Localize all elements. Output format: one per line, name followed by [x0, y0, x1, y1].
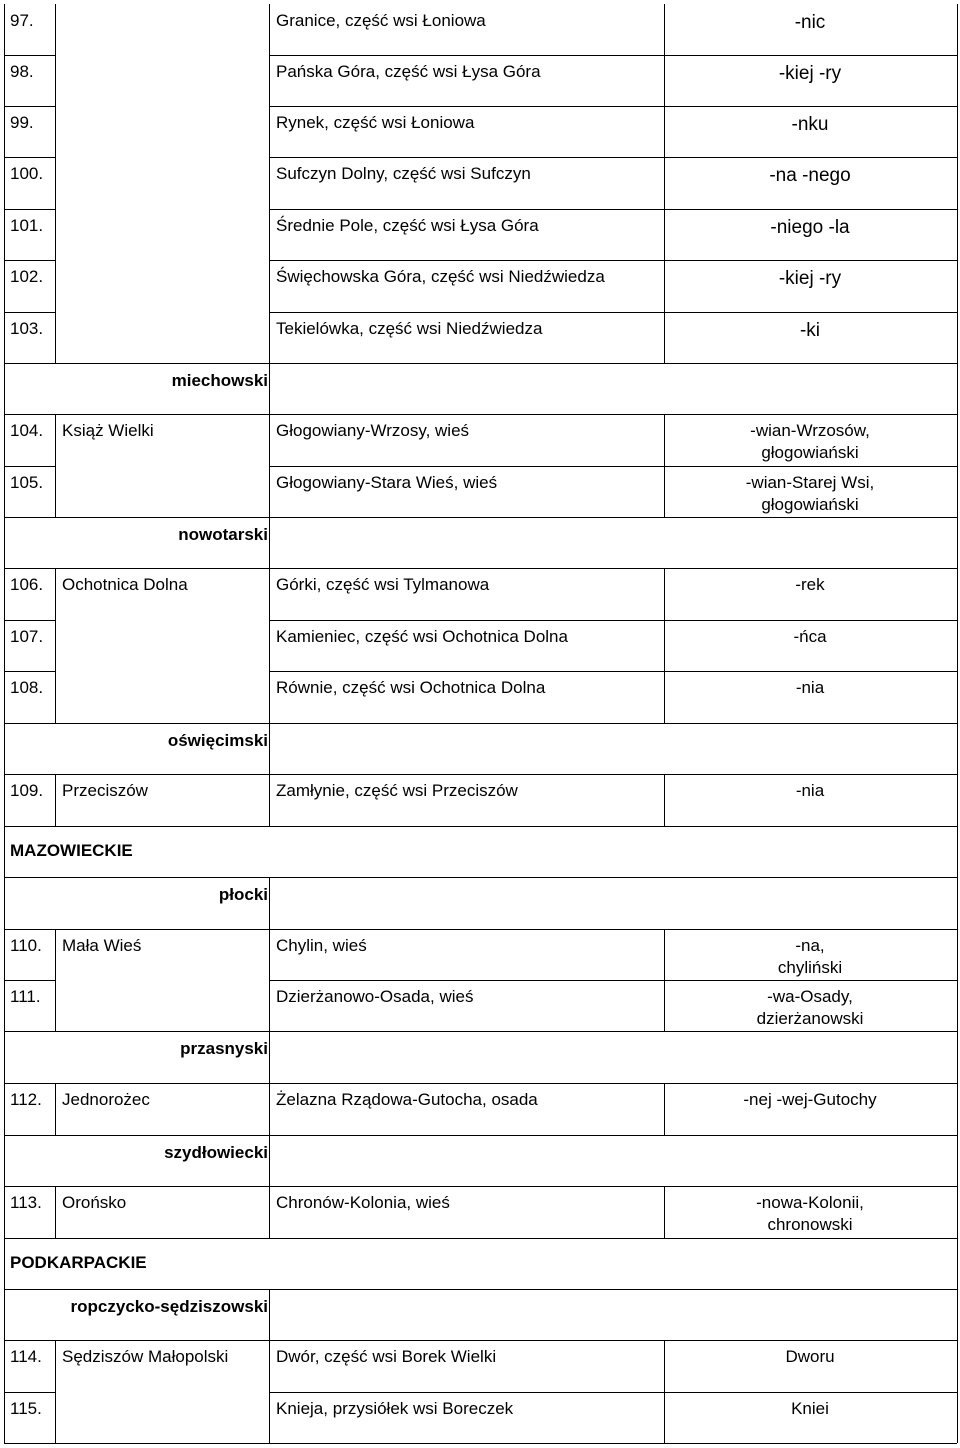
row-rule: [4, 312, 55, 313]
row-rule: [4, 620, 55, 621]
row-rule: [4, 723, 957, 724]
row-rule: [4, 826, 957, 827]
column-rule: [269, 260, 270, 312]
row-rule: [4, 1083, 957, 1084]
row-rule: [4, 877, 957, 878]
column-rule: [55, 1186, 56, 1238]
entry-ending: -rek: [795, 575, 825, 594]
entry-name: Głogowiany-Stara Wieś, wieś: [276, 473, 498, 492]
column-rule: [55, 312, 56, 363]
column-rule: [55, 106, 56, 157]
column-rule: [55, 1340, 56, 1392]
column-rule: [664, 312, 665, 363]
column-rule: [55, 774, 56, 826]
entry-number: 115.: [10, 1399, 42, 1418]
column-rule: [957, 980, 958, 1031]
entry-number: 105.: [10, 473, 44, 492]
column-rule: [957, 363, 958, 414]
column-rule: [4, 568, 5, 620]
column-rule: [4, 312, 5, 363]
column-rule: [4, 1031, 5, 1083]
row-rule: [4, 55, 55, 56]
powiat-header: oświęcimski: [167, 731, 268, 750]
row-rule: [4, 106, 55, 107]
column-rule: [269, 414, 270, 466]
column-rule: [269, 723, 270, 774]
column-rule: [957, 1340, 958, 1392]
column-rule: [4, 1135, 5, 1186]
column-rule: [269, 55, 270, 106]
column-rule: [269, 1392, 270, 1443]
row-rule: [269, 260, 957, 261]
column-rule: [4, 723, 5, 774]
entry-ending: -ki: [799, 320, 821, 341]
powiat-header: płocki: [218, 885, 268, 904]
entry-number: 106.: [10, 575, 44, 594]
column-rule: [4, 363, 5, 414]
column-rule: [4, 260, 5, 312]
entry-gmina: Jednorożec: [62, 1090, 150, 1109]
column-rule: [957, 1031, 958, 1083]
column-rule: [957, 4, 958, 55]
entry-name: Górki, część wsi Tylmanowa: [276, 575, 490, 594]
column-rule: [664, 620, 665, 671]
column-rule: [55, 157, 56, 209]
entry-ending: -niego -la: [770, 217, 850, 238]
entry-gmina: Sędziszów Małopolski: [62, 1347, 229, 1366]
entry-name: Średnie Pole, część wsi Łysa Góra: [276, 216, 539, 235]
column-rule: [4, 209, 5, 260]
powiat-header: ropczycko-sędziszowski: [70, 1297, 268, 1316]
column-rule: [664, 466, 665, 517]
column-rule: [269, 1289, 270, 1340]
entry-name: Chronów-Kolonia, wieś: [276, 1193, 450, 1212]
column-rule: [957, 568, 958, 620]
entry-ending: -ńca: [793, 627, 827, 646]
column-rule: [55, 568, 56, 620]
row-rule: [4, 671, 55, 672]
column-rule: [269, 517, 270, 568]
row-rule: [4, 1031, 957, 1032]
entry-name: Sufczyn Dolny, część wsi Sufczyn: [276, 164, 531, 183]
column-rule: [664, 414, 665, 466]
row-rule: [269, 466, 957, 467]
column-rule: [4, 1083, 5, 1135]
column-rule: [957, 55, 958, 106]
column-rule: [4, 1340, 5, 1392]
column-rule: [957, 260, 958, 312]
column-rule: [957, 209, 958, 260]
entry-ending: Dworu: [785, 1347, 835, 1366]
row-rule: [4, 363, 957, 364]
column-rule: [664, 1392, 665, 1443]
powiat-header: miechowski: [171, 371, 268, 390]
column-rule: [269, 1186, 270, 1238]
entry-number: 111.: [10, 987, 41, 1006]
column-rule: [55, 671, 56, 723]
column-rule: [55, 209, 56, 260]
column-rule: [664, 774, 665, 826]
column-rule: [957, 1392, 958, 1443]
entry-name: Głogowiany-Wrzosy, wieś: [276, 421, 470, 440]
column-rule: [4, 1392, 5, 1443]
entry-gmina: Orońsko: [62, 1193, 127, 1212]
row-rule: [4, 1443, 957, 1444]
column-rule: [55, 466, 56, 517]
powiat-header: nowotarski: [178, 525, 268, 544]
column-rule: [664, 55, 665, 106]
column-rule: [957, 1135, 958, 1186]
column-rule: [4, 4, 5, 55]
row-rule: [4, 1392, 55, 1393]
row-rule: [4, 774, 957, 775]
entry-number: 113.: [10, 1193, 42, 1212]
column-rule: [957, 1083, 958, 1135]
row-rule: [269, 55, 957, 56]
column-rule: [269, 980, 270, 1031]
column-rule: [269, 774, 270, 826]
entry-number: 109.: [10, 781, 44, 800]
entry-number: 104.: [10, 421, 44, 440]
column-rule: [55, 620, 56, 671]
column-rule: [957, 723, 958, 774]
column-rule: [957, 312, 958, 363]
column-rule: [269, 312, 270, 363]
column-rule: [4, 466, 5, 517]
entry-name: Dwór, część wsi Borek Wielki: [276, 1347, 497, 1366]
row-rule: [269, 312, 957, 313]
column-rule: [269, 568, 270, 620]
entry-name: Tekielówka, część wsi Niedźwiedza: [276, 319, 543, 338]
column-rule: [957, 157, 958, 209]
row-rule: [269, 620, 957, 621]
entry-number: 110.: [10, 936, 42, 955]
column-rule: [957, 620, 958, 671]
column-rule: [664, 157, 665, 209]
column-rule: [269, 1135, 270, 1186]
entry-ending: Kniei: [791, 1399, 829, 1418]
column-rule: [269, 671, 270, 723]
entry-name: Dzierżanowo-Osada, wieś: [276, 987, 474, 1006]
entry-ending: -nowa-Kolonii, chronowski: [756, 1193, 864, 1234]
column-rule: [55, 4, 56, 55]
column-rule: [4, 774, 5, 826]
column-rule: [664, 106, 665, 157]
column-rule: [957, 1289, 958, 1340]
entry-ending: -nic: [794, 12, 826, 33]
column-rule: [269, 4, 270, 55]
column-rule: [4, 620, 5, 671]
column-rule: [957, 517, 958, 568]
column-rule: [664, 671, 665, 723]
entry-gmina: Przeciszów: [62, 781, 148, 800]
column-rule: [269, 1340, 270, 1392]
column-rule: [269, 157, 270, 209]
entry-name: Granice, część wsi Łoniowa: [276, 11, 486, 30]
column-rule: [55, 929, 56, 980]
entry-gmina: Książ Wielki: [62, 421, 154, 440]
entry-ending: -nia: [795, 781, 825, 800]
entry-name: Święchowska Góra, część wsi Niedźwiedza: [276, 267, 605, 286]
column-rule: [4, 55, 5, 106]
column-rule: [957, 466, 958, 517]
column-rule: [269, 209, 270, 260]
column-rule: [269, 106, 270, 157]
column-rule: [4, 980, 5, 1031]
column-rule: [664, 568, 665, 620]
entry-number: 99.: [10, 113, 34, 132]
column-rule: [664, 929, 665, 980]
entry-name: Rynek, część wsi Łoniowa: [276, 113, 475, 132]
entry-name: Kamieniec, część wsi Ochotnica Dolna: [276, 627, 568, 646]
column-rule: [957, 1238, 958, 1289]
entry-name: Żelazna Rządowa-Gutocha, osada: [276, 1090, 538, 1109]
row-rule: [4, 1289, 957, 1290]
row-rule: [4, 929, 957, 930]
column-rule: [664, 1186, 665, 1238]
column-rule: [269, 929, 270, 980]
entry-ending: -na, chyliński: [777, 936, 843, 977]
column-rule: [4, 877, 5, 929]
entry-gmina: Mała Wieś: [62, 936, 142, 955]
column-rule: [4, 1238, 5, 1289]
entry-number: 98.: [10, 62, 34, 81]
entry-ending: -kiej -ry: [778, 63, 842, 84]
entry-name: Równie, część wsi Ochotnica Dolna: [276, 678, 546, 697]
entry-number: 103.: [10, 319, 44, 338]
row-rule: [269, 1392, 957, 1393]
entry-number: 100.: [10, 164, 44, 183]
row-rule: [4, 157, 55, 158]
column-rule: [4, 517, 5, 568]
column-rule: [4, 157, 5, 209]
column-rule: [269, 363, 270, 414]
row-rule: [269, 106, 957, 107]
entry-number: 114.: [10, 1347, 42, 1366]
column-rule: [664, 4, 665, 55]
row-rule: [269, 209, 957, 210]
row-rule: [269, 157, 957, 158]
column-rule: [4, 929, 5, 980]
entry-name: Pańska Góra, część wsi Łysa Góra: [276, 62, 541, 81]
row-rule: [4, 414, 957, 415]
entry-ending: -wian-Wrzosów, głogowiański: [750, 421, 870, 462]
row-rule: [269, 671, 957, 672]
column-rule: [4, 106, 5, 157]
column-rule: [55, 55, 56, 106]
column-rule: [957, 671, 958, 723]
column-rule: [957, 929, 958, 980]
column-rule: [4, 1289, 5, 1340]
entry-number: 107.: [10, 627, 44, 646]
powiat-header: przasnyski: [180, 1039, 268, 1058]
column-rule: [957, 106, 958, 157]
column-rule: [664, 1340, 665, 1392]
entry-number: 108.: [10, 678, 44, 697]
entry-name: Zamłynie, część wsi Przeciszów: [276, 781, 518, 800]
entry-ending: -nku: [791, 114, 829, 135]
entry-number: 101.: [10, 216, 44, 235]
entry-ending: -nej -wej-Gutochy: [743, 1090, 877, 1109]
row-rule: [4, 568, 957, 569]
voivodeship-header: PODKARPACKIE: [10, 1253, 147, 1272]
entry-ending: -wa-Osady, dzierżanowski: [756, 987, 864, 1028]
row-rule: [4, 517, 957, 518]
column-rule: [269, 877, 270, 929]
row-rule: [4, 466, 55, 467]
entry-ending: -na -nego: [769, 165, 851, 186]
column-rule: [957, 826, 958, 877]
column-rule: [664, 209, 665, 260]
entry-gmina: Ochotnica Dolna: [62, 575, 188, 594]
column-rule: [55, 260, 56, 312]
voivodeship-header: MAZOWIECKIE: [10, 841, 133, 860]
column-rule: [957, 877, 958, 929]
column-rule: [957, 774, 958, 826]
row-rule: [269, 980, 957, 981]
row-rule: [4, 1186, 957, 1187]
column-rule: [269, 1031, 270, 1083]
column-rule: [269, 620, 270, 671]
column-rule: [55, 414, 56, 466]
column-rule: [269, 466, 270, 517]
row-rule: [4, 209, 55, 210]
column-rule: [4, 826, 5, 877]
column-rule: [55, 980, 56, 1031]
entry-name: Chylin, wieś: [276, 936, 367, 955]
column-rule: [957, 1186, 958, 1238]
row-rule: [4, 1340, 957, 1341]
row-rule: [4, 260, 55, 261]
column-rule: [664, 980, 665, 1031]
entry-ending: -nia: [795, 678, 825, 697]
row-rule: [4, 980, 55, 981]
row-rule: [4, 1238, 957, 1239]
entry-number: 97.: [10, 11, 34, 30]
column-rule: [55, 1083, 56, 1135]
column-rule: [664, 1083, 665, 1135]
column-rule: [4, 1186, 5, 1238]
entry-name: Knieja, przysiółek wsi Boreczek: [276, 1399, 514, 1418]
row-rule: [4, 1135, 957, 1136]
entry-number: 112.: [10, 1090, 42, 1109]
column-rule: [664, 260, 665, 312]
column-rule: [269, 1083, 270, 1135]
column-rule: [4, 414, 5, 466]
entry-ending: -wian-Starej Wsi, głogowiański: [745, 473, 875, 514]
column-rule: [55, 1392, 56, 1443]
entry-ending: -kiej -ry: [778, 268, 842, 289]
powiat-header: szydłowiecki: [164, 1143, 268, 1162]
column-rule: [4, 671, 5, 723]
column-rule: [957, 414, 958, 466]
entry-number: 102.: [10, 267, 44, 286]
